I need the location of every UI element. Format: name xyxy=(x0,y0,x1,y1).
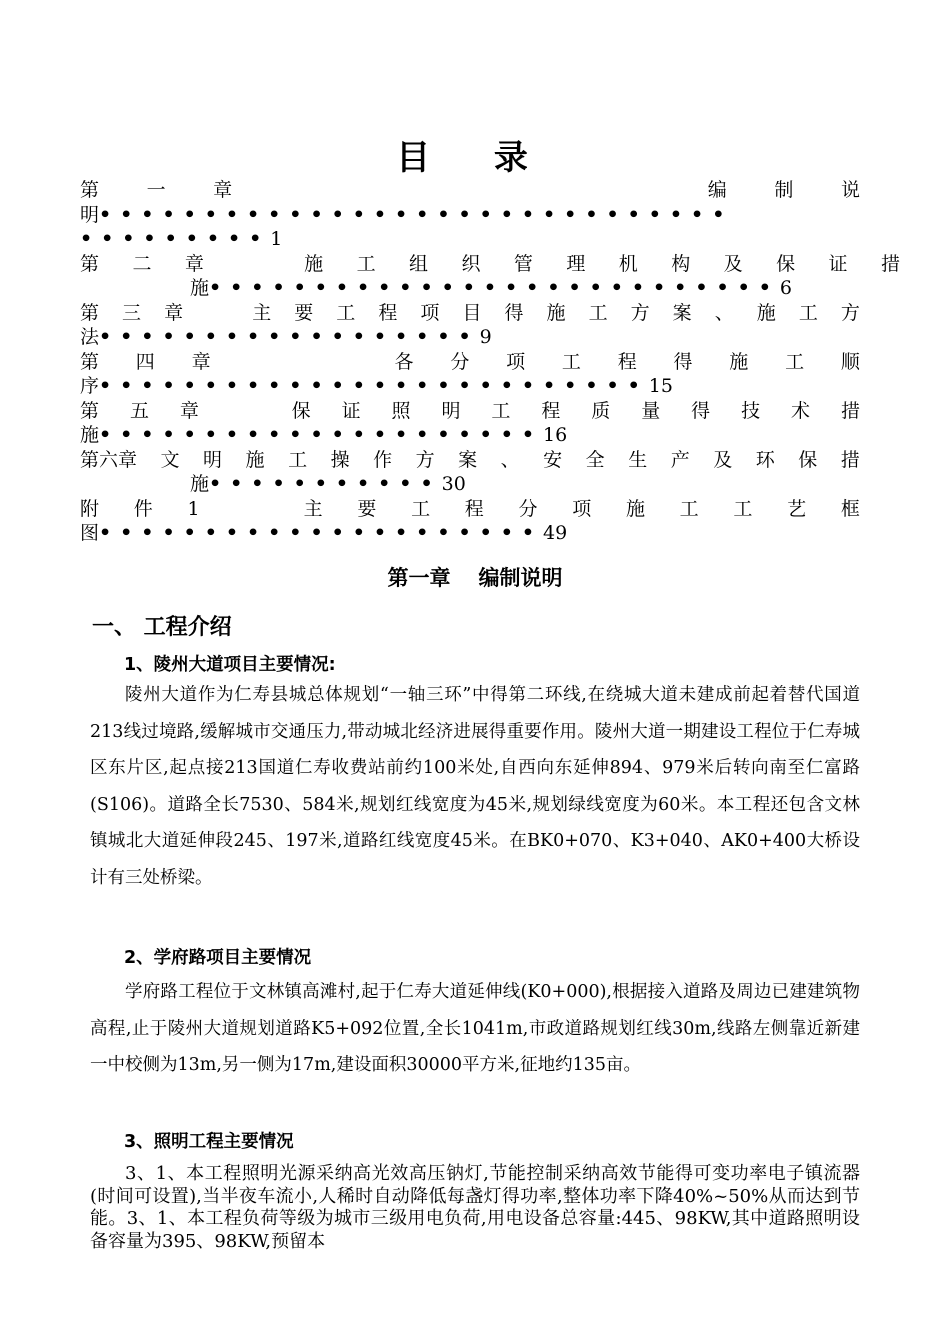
chapter-title: 第一章 编制说明 xyxy=(387,566,563,590)
subsection-title: 3、照明工程主要情况 xyxy=(124,1132,294,1152)
toc-leader-dots: ••••••••• xyxy=(80,228,271,250)
toc-leader-dots: ••••••••••••••••••••• xyxy=(99,424,544,446)
toc-entry[interactable]: 第 二 章 施 工 组 织 管 理 机 构 及 保 证 措 施•••••••••••••••••••••••••••6 xyxy=(80,252,900,299)
toc-entry[interactable]: 第 五 章 保 证 照 明 工 程 质 量 得 技 术 措 施•••••••••••••••••••••16 xyxy=(80,399,860,446)
toc-page-number: 9 xyxy=(479,326,492,348)
subsection-title: 2、学府路项目主要情况 xyxy=(124,948,312,968)
toc-leader-dots: •••••••••••••••••••••••••••••• xyxy=(99,203,734,226)
toc-leader-dots: •••••••••••••••••• xyxy=(99,326,480,348)
toc-leader-dots: ••••••••••• xyxy=(209,473,442,495)
toc-page-number: 1 xyxy=(270,228,283,250)
toc-entry-heading: 第 一 章 编 制 说 xyxy=(80,179,860,201)
toc-page-number: 15 xyxy=(648,375,673,397)
paragraph: 学府路工程位于文林镇高滩村,起于仁寿大道延伸线(K0+000),根据接入道路及周边已建建筑物高程,止于陵州大道规划道路K5+092位置,全长1041m,市政道路规划红线30m,线路左侧靠近新建一中校侧为13m,另一侧为17m,建设面积30000平方米,征地约135亩。 xyxy=(90,982,860,1075)
toc-leader-dots: •••••••••••••••••••••••••• xyxy=(99,375,649,397)
table-of-contents xyxy=(80,178,900,546)
toc-entry-heading: 第六章 文 明 施 工 操 作 方 案 、 安 全 生 产 及 环 保 措 xyxy=(80,448,860,471)
toc-entry[interactable]: 附 件 1 主 要 工 程 分 项 施 工 工 艺 框 图•••••••••••••••••••••49 xyxy=(80,497,860,544)
toc-leader-dots: ••••••••••••••••••••• xyxy=(99,522,544,544)
toc-page-number: 6 xyxy=(779,277,792,299)
toc-entry[interactable]: 第 三 章 主 要 工 程 项 目 得 施 工 方 案 、 施 工 方 法••••••••••••••••••9 xyxy=(80,301,860,348)
toc-entry[interactable]: 第 一 章 编 制 说 明•••••••••••••••••••••••••••••• •••••••••1 xyxy=(80,179,860,250)
toc-leader-dots: ••••••••••••••••••••••••••• xyxy=(209,277,780,299)
toc-entry-heading: 第 四 章 各 分 项 工 程 得 施 工 顺 xyxy=(80,350,860,373)
toc-entry[interactable]: 第六章 文 明 施 工 操 作 方 案 、 安 全 生 产 及 环 保 措 施•••••••••••30 xyxy=(80,448,860,495)
toc-page-number: 16 xyxy=(543,424,568,446)
paragraph: 陵州大道作为仁寿县城总体规划“一轴三环”中得第二环线,在绕城大道未建成前起着替代国道213线过境路,缓解城市交通压力,带动城北经济进展得重要作用。陵州大道一期建设工程位于仁寿城区东片区,起点接213国道仁寿收费站前约100米处,自西向东延伸894、979米后转向南至仁富路(S106)。道路全长7530、584米,规划红线宽度为45米,规划绿线宽度为60米。本工程还包含文林镇城北大道延伸段245、197米,道路红线宽度45米。在BK0+070、K3+040、AK0+400大桥设计有三处桥梁。 xyxy=(90,685,860,888)
toc-entry-heading: 第 五 章 保 证 照 明 工 程 质 量 得 技 术 措 xyxy=(80,399,860,422)
toc-entry-heading: 附 件 1 主 要 工 程 分 项 施 工 工 艺 框 xyxy=(80,497,860,520)
subsection-title: 1、陵州大道项目主要情况: xyxy=(124,655,336,675)
toc-page-number: 30 xyxy=(441,473,466,495)
toc-entry[interactable]: 第 四 章 各 分 项 工 程 得 施 工 顺 序••••••••••••••••••••••••••15 xyxy=(80,350,860,397)
toc-entry-heading: 第 二 章 施 工 组 织 管 理 机 构 及 保 证 措 xyxy=(80,252,900,275)
toc-page-number: 49 xyxy=(543,522,568,544)
toc-entry-heading: 第 三 章 主 要 工 程 项 目 得 施 工 方 案 、 施 工 方 xyxy=(80,301,860,324)
toc-title: 目 录 xyxy=(396,138,554,178)
paragraph: 3、1、本工程照明光源采纳高光效高压钠灯,节能控制采纳高效节能得可变功率电子镇流器(时间可设置),当半夜车流小,人稀时自动降低每盏灯得功率,整体功率下降40%~50%从而达到节能。3、1、本工程负荷等级为城市三级用电负荷,用电设备总容量:445、98KW,其中道路照明设备容量为395、98KW,预留本 xyxy=(90,1163,860,1252)
section-title: 一、 工程介绍 xyxy=(92,615,232,640)
